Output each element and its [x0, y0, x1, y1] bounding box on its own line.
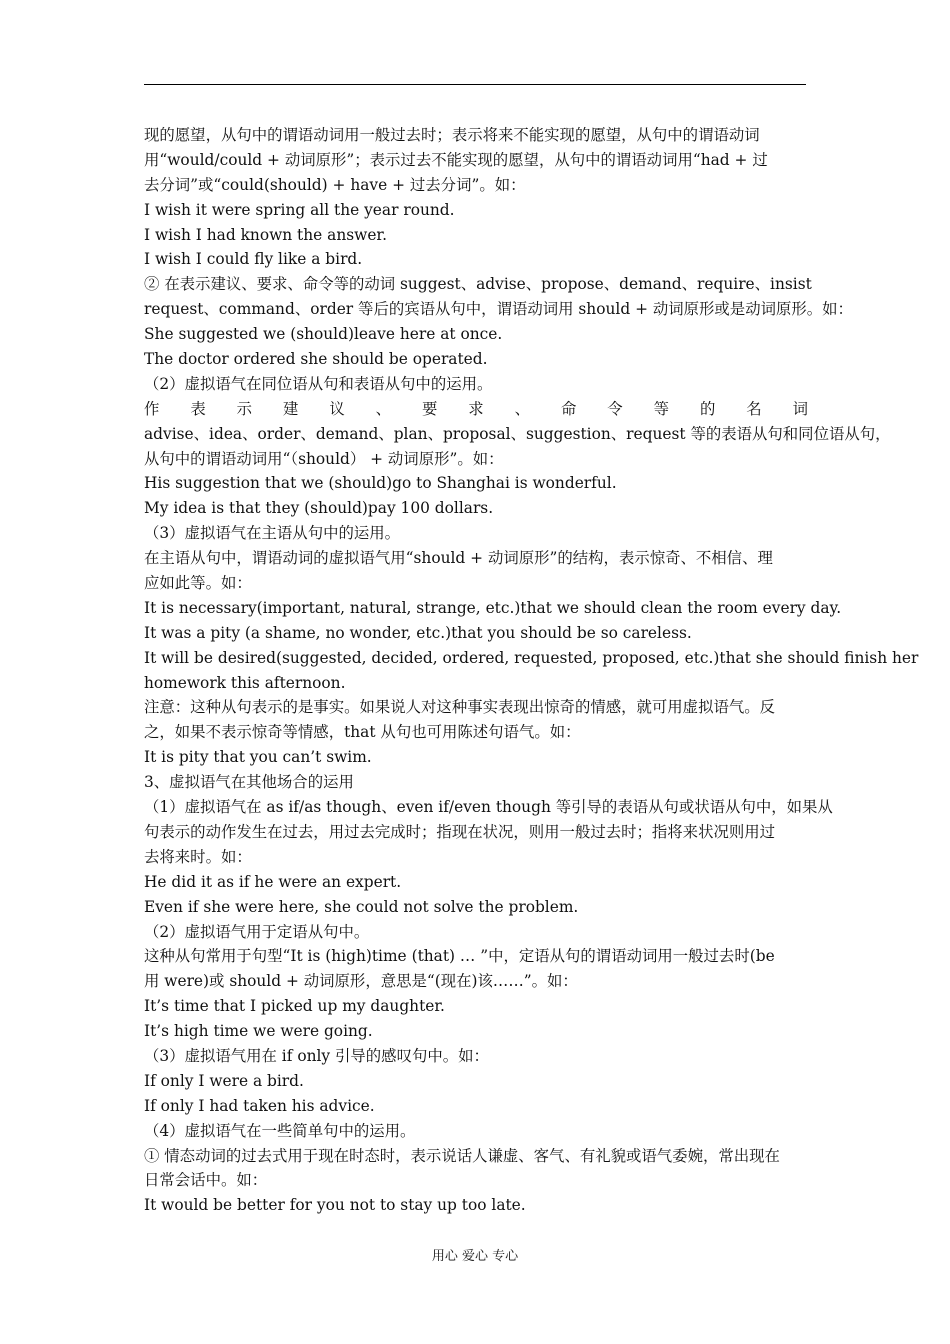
text-line: It’s time that I picked up my daughter. — [144, 997, 445, 1016]
text-line: 从句中的谓语动词用“（should） + 动词原形”。如： — [144, 449, 504, 468]
text-line: Even if she were here, she could not solve the problem. — [144, 897, 579, 916]
header-rule — [144, 84, 806, 85]
text-line: If only I were a bird. — [144, 1071, 304, 1090]
text-line: It is necessary(important, natural, strange, etc.)that we should clean the room every day. — [144, 598, 842, 617]
text-line: It was a pity (a shame, no wonder, etc.)that you should be so careless. — [144, 623, 692, 642]
text-line: （4）虚拟语气在一些简单句中的运用。 — [144, 1121, 416, 1140]
spread-char: 表 — [190, 399, 206, 418]
text-line: The doctor ordered she should be operated. — [144, 350, 488, 369]
text-line: 这种从句常用于句型“It is (high)time (that) … ”中，定语从句的谓语动词用一般过去时(be — [144, 947, 775, 966]
text-line: ① 情态动词的过去式用于现在时态时，表示说话人谦虚、客气、有礼貌或语气委婉，常出现在 — [144, 1146, 780, 1165]
text-line: It would be better for you not to stay up too late. — [144, 1196, 526, 1215]
text-line: 应如此等。如： — [144, 574, 252, 593]
document-body — [144, 123, 919, 1218]
spread-char: 议 — [329, 399, 345, 418]
text-line: It is pity that you can’t swim. — [144, 748, 372, 767]
text-line: （2）虚拟语气在同位语从句和表语从句中的运用。 — [144, 374, 493, 393]
spread-char: 、 — [375, 399, 392, 418]
text-line: （3）虚拟语气用在 if only 引导的感叹句中。如： — [144, 1046, 489, 1065]
text-line: If only I had taken his advice. — [144, 1096, 375, 1115]
text-line: She suggested we (should)leave here at once. — [144, 325, 503, 344]
text-line — [144, 397, 808, 422]
text-line: 之，如果不表示惊奇等情感，that 从句也可用陈述句语气。如： — [144, 723, 581, 742]
text-line: It will be desired(suggested, decided, ordered, requested, proposed, etc.)that she should finish her — [144, 648, 919, 667]
text-line: （2）虚拟语气用于定语从句中。 — [144, 922, 370, 941]
text-line: homework this afternoon. — [144, 673, 346, 692]
text-line: 现的愿望，从句中的谓语动词用一般过去时；表示将来不能实现的愿望，从句中的谓语动词 — [144, 126, 760, 144]
spread-char: 的 — [699, 399, 716, 418]
page-footer: 用心 爱心 专心 — [431, 1249, 519, 1264]
text-line: 注意：这种从句表示的是事实。如果说人对这种事实表现出惊奇的情感，就可用虚拟语气。反 — [144, 698, 776, 717]
text-line: （3）虚拟语气在主语从句中的运用。 — [144, 524, 401, 543]
spread-char: 等 — [653, 399, 670, 418]
text-line: I wish I could fly like a bird. — [144, 250, 363, 269]
text-line: advise、idea、order、demand、plan、proposal、suggestion、request 等的表语从句和同位语从句， — [144, 424, 891, 443]
spread-char: 示 — [236, 399, 253, 418]
spread-char: 作 — [144, 399, 160, 418]
text-line: request、command、order 等后的宾语从句中，谓语动词用 should + 动词原形或是动词原形。如： — [144, 300, 853, 319]
text-line: My idea is that they (should)pay 100 dollars. — [144, 499, 494, 518]
text-line: （1）虚拟语气在 as if/as though、even if/even though 等引导的表语从句或状语从句中，如果从 — [144, 798, 833, 817]
text-line: 3、虚拟语气在其他场合的运用 — [144, 773, 354, 792]
text-line: His suggestion that we (should)go to Shanghai is wonderful. — [144, 474, 617, 493]
text-line: 去将来时。如： — [144, 847, 252, 866]
text-line: 句表示的动作发生在过去，用过去完成时；指现在状况，则用一般过去时；指将来状况则用过 — [144, 822, 776, 841]
spread-char: 命 — [560, 399, 577, 418]
spread-char: 令 — [607, 399, 623, 418]
spread-char: 名 — [746, 399, 762, 418]
text-line: 用“would/could + 动词原形”；表示过去不能实现的愿望，从句中的谓语动词用“had + 过 — [144, 150, 768, 169]
text-line: 日常会话中。如： — [144, 1171, 268, 1190]
spread-char: 词 — [792, 399, 808, 418]
text-line: 去分词”或“could(should) + have + 过去分词”。如： — [144, 175, 526, 194]
text-line: It’s high time we were going. — [144, 1022, 373, 1041]
spread-char: 求 — [468, 399, 484, 418]
spread-char: 、 — [514, 399, 531, 418]
text-line: I wish I had known the answer. — [144, 225, 387, 244]
text-line: 在主语从句中，谓语动词的虚拟语气用“should + 动词原形”的结构，表示惊奇、不相信、理 — [144, 549, 773, 568]
text-line: 用 were)或 should + 动词原形，意思是“(现在)该……”。如： — [144, 972, 578, 991]
text-line: I wish it were spring all the year round. — [144, 200, 455, 219]
spread-char: 建 — [282, 399, 299, 418]
spread-char: 要 — [421, 399, 438, 418]
text-line: He did it as if he were an expert. — [144, 872, 402, 891]
text-line: ② 在表示建议、要求、命令等的动词 suggest、advise、propose、demand、require、insist — [144, 275, 812, 294]
